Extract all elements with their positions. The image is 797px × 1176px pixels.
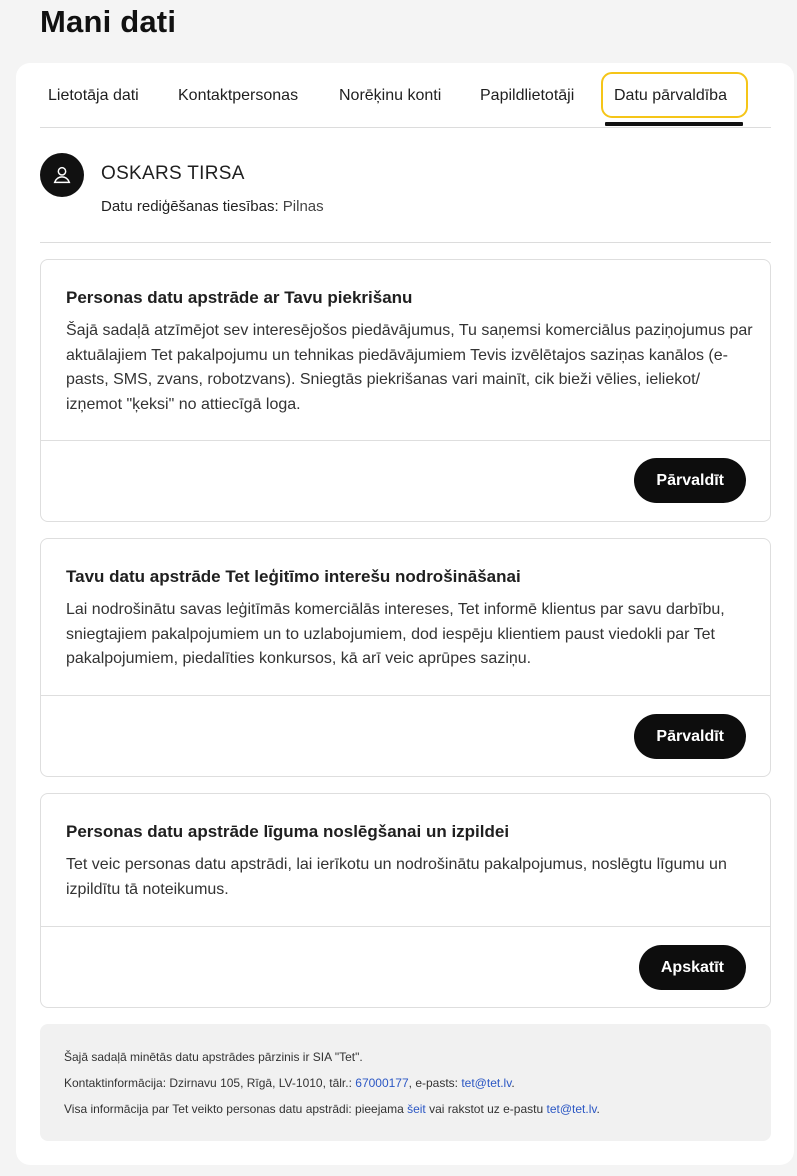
user-summary	[40, 153, 771, 243]
controller-info	[40, 1024, 771, 1141]
avatar	[40, 153, 84, 197]
card-title: Personas datu apstrāde līguma noslēgšanai un izpildei	[66, 822, 510, 841]
controller-line: Šajā sadaļā minētās datu apstrādes pārzinis ir SIA "Tet".	[64, 1050, 363, 1064]
card-description: Šajā sadaļā atzīmējot sev interesējošos piedāvājumus, Tu saņemsi komerciālus paziņojumus par aktuālajiem Tet pakalpojumu un tehnikas piedāvājumiem Tevis izvēlētajos saziņas kanālos (e-pasts, SMS, zvans, robotzvans). Sniegtās piekrišanas vari mainīt, cik bieži vēlies, ieliekot/ izņemot "ķeksi" no attiecīgā loga.	[66, 322, 753, 413]
consent-card	[40, 259, 771, 522]
contact-mid: , e-pasts:	[408, 1076, 462, 1090]
tab-norekinu-konti[interactable]: Norēķinu konti	[339, 87, 442, 104]
user-name: OSKARS TIRSA	[101, 163, 245, 184]
tab-datu-parvaldiba[interactable]: Datu pārvaldība	[614, 87, 727, 104]
legitimate-interest-card	[40, 538, 771, 777]
card-title: Personas datu apstrāde ar Tavu piekrišanu	[66, 288, 413, 307]
card-body	[41, 260, 770, 441]
contact-prefix: Kontaktinformācija: Dzirnavu 105, Rīgā, LV-1010, tālr.:	[64, 1076, 356, 1090]
content-panel	[16, 63, 794, 1165]
info-suffix: .	[596, 1102, 600, 1116]
tab-papildlietotaji[interactable]: Papildlietotāji	[480, 87, 575, 104]
info-mid: vai rakstot uz e-pastu	[425, 1102, 547, 1116]
info-prefix: Visa informācija par Tet veikto personas datu apstrādi: pieejama	[64, 1102, 408, 1116]
manage-legitimate-interest-button[interactable]: Pārvaldīt	[634, 714, 746, 759]
here-link[interactable]: šeit	[407, 1102, 426, 1116]
info-line	[64, 1102, 600, 1116]
page-title: Mani dati	[40, 4, 177, 39]
manage-consent-button[interactable]: Pārvaldīt	[634, 458, 746, 503]
view-contract-button[interactable]: Apskatīt	[639, 945, 746, 990]
contract-card	[40, 793, 771, 1008]
card-title: Tavu datu apstrāde Tet leģitīmo interešu nodrošināšanai	[66, 567, 521, 586]
user-rights	[101, 198, 324, 215]
card-body	[41, 539, 770, 696]
tab-bar	[40, 63, 771, 128]
card-description: Tet veic personas datu apstrādi, lai ierīkotu un nodrošinātu pakalpojumus, noslēgtu līgumu un izpildītu tā noteikumus.	[66, 856, 727, 898]
tab-kontaktpersonas[interactable]: Kontaktpersonas	[178, 87, 299, 104]
email-link[interactable]: tet@tet.lv	[461, 1076, 512, 1090]
email-link-2[interactable]: tet@tet.lv	[546, 1102, 597, 1116]
card-body	[41, 794, 770, 927]
contact-suffix: .	[511, 1076, 515, 1090]
contact-line	[64, 1076, 515, 1090]
card-description: Lai nodrošinātu savas leģitīmās komerciālās intereses, Tet informē klientus par savu darbību, sniegtajiem pakalpojumiem un to uzlabojumiem, dod iespēju klientiem paust viedokli par Tet pakalpojumiem, piedalīties konkursos, kā arī veic aprūpes saziņu.	[66, 601, 725, 667]
active-tab-indicator	[605, 122, 743, 126]
user-icon	[51, 164, 73, 186]
phone-link[interactable]: 67000177	[355, 1076, 409, 1090]
tab-lietotaja-dati[interactable]: Lietotāja dati	[48, 87, 139, 104]
rights-value: Pilnas	[282, 198, 324, 215]
rights-label: Datu rediģēšanas tiesības:	[101, 198, 279, 215]
